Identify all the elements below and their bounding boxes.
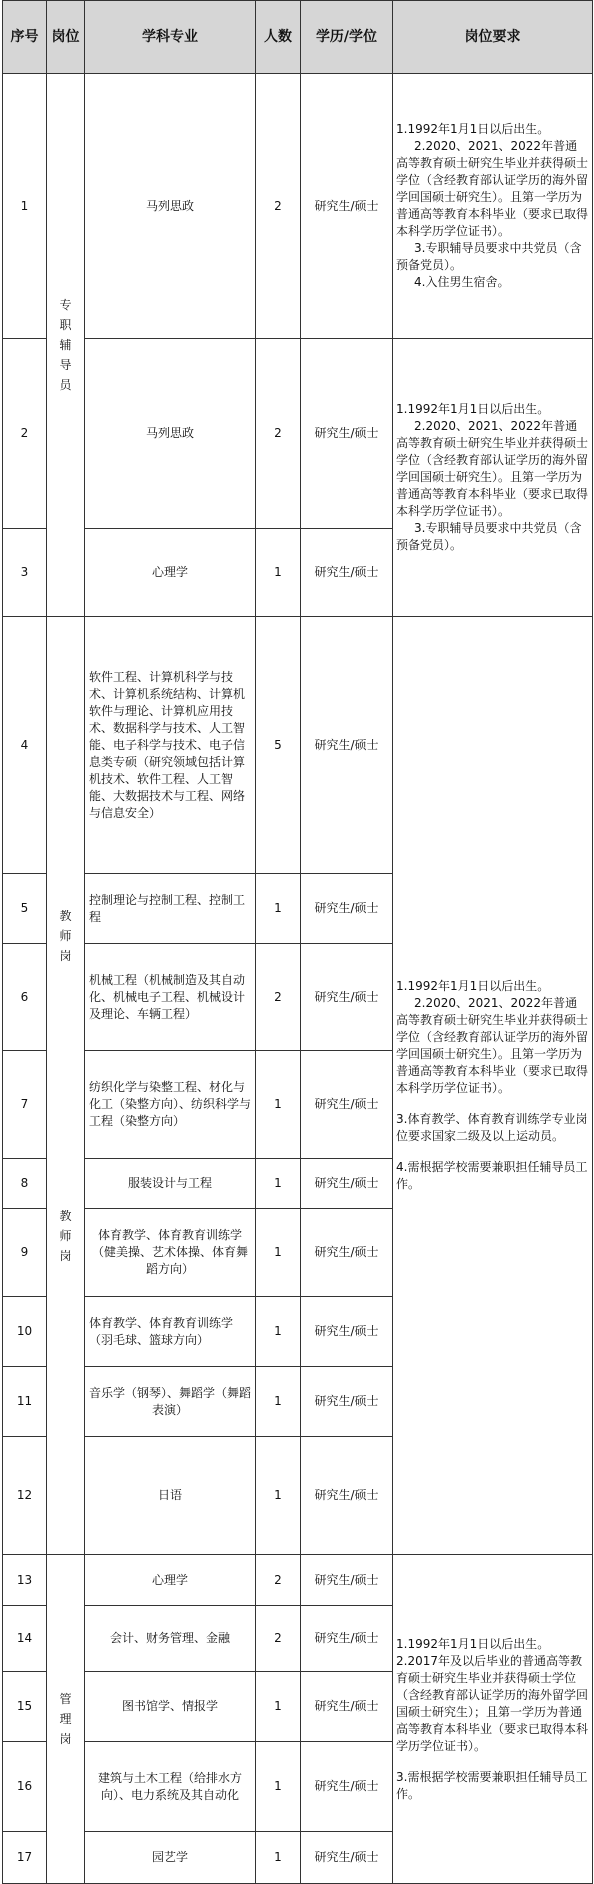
row-subject: 机械工程（机械制造及其自动化、机械电子工程、机械设计及理论、车辆工程） — [85, 944, 256, 1051]
row-count: 2 — [256, 74, 301, 339]
header-post: 岗位 — [47, 1, 85, 74]
requirement-line: 2.2020、2021、2022年普通高等教育硕士研究生毕业并获得硕士学位（含经教育部认证学历的海外留学回国硕士研究生）。且第一学历为普通高等教育本科毕业（要求已取得本科学历学位证书）。 — [396, 139, 589, 238]
header-subject: 学科专业 — [85, 1, 256, 74]
post-management: 管理岗 — [47, 1555, 85, 1884]
requirement-line: 3.专职辅导员要求中共党员（含预备党员）。 — [396, 241, 582, 272]
row-subject: 纺织化学与染整工程、材化与化工（染整方向）、纺织科学与工程（染整方向） — [85, 1051, 256, 1159]
row-count: 1 — [256, 1437, 301, 1555]
row-no: 5 — [3, 874, 47, 944]
row-degree: 研究生/硕士 — [301, 874, 393, 944]
requirements-cell — [393, 617, 593, 1555]
row-subject: 服装设计与工程 — [85, 1159, 256, 1209]
row-no: 17 — [3, 1832, 47, 1884]
row-degree: 研究生/硕士 — [301, 74, 393, 339]
row-no: 14 — [3, 1606, 47, 1672]
row-degree: 研究生/硕士 — [301, 1742, 393, 1832]
row-no: 11 — [3, 1367, 47, 1437]
row-no: 9 — [3, 1209, 47, 1297]
row-no: 16 — [3, 1742, 47, 1832]
row-no: 3 — [3, 529, 47, 617]
row-degree: 研究生/硕士 — [301, 1832, 393, 1884]
requirement-line: 2.2020、2021、2022年普通高等教育硕士研究生毕业并获得硕士学位（含经教育部认证学历的海外留学回国硕士研究生）。且第一学历为普通高等教育本科毕业（要求已取得本科学历学位证书）。 — [396, 996, 589, 1095]
header-degree: 学历/学位 — [301, 1, 393, 74]
row-count: 2 — [256, 944, 301, 1051]
row-no: 6 — [3, 944, 47, 1051]
requirement-line: 1.1992年1月1日以后出生。 — [396, 122, 550, 136]
recruitment-table — [2, 0, 593, 1884]
row-no: 7 — [3, 1051, 47, 1159]
row-subject: 体育教学、体育教育训练学（健美操、艺术体操、体育舞蹈方向） — [85, 1209, 256, 1297]
table-row — [3, 617, 593, 874]
row-count: 1 — [256, 1367, 301, 1437]
row-degree: 研究生/硕士 — [301, 1437, 393, 1555]
row-count: 5 — [256, 617, 301, 874]
row-degree: 研究生/硕士 — [301, 1159, 393, 1209]
row-count: 1 — [256, 1672, 301, 1742]
row-subject: 园艺学 — [85, 1832, 256, 1884]
requirements-cell — [393, 339, 593, 617]
table-row — [3, 1555, 593, 1606]
row-degree: 研究生/硕士 — [301, 1051, 393, 1159]
row-no: 15 — [3, 1672, 47, 1742]
requirement-line: 4.需根据学校需要兼职担任辅导员工作。 — [396, 1160, 588, 1191]
post-counselor: 专职辅导员 — [47, 74, 85, 617]
row-subject: 马列思政 — [85, 339, 256, 529]
header-count: 人数 — [256, 1, 301, 74]
requirement-line: 4.入住男生宿舍。 — [414, 275, 510, 289]
row-subject: 心理学 — [85, 1555, 256, 1606]
requirement-line: 2.2020、2021、2022年普通高等教育硕士研究生毕业并获得硕士学位（含经教育部认证学历的海外留学回国硕士研究生）。且第一学历为普通高等教育本科毕业（要求已取得本科学历学位证书）。 — [396, 419, 589, 518]
row-count: 1 — [256, 1051, 301, 1159]
table-row — [3, 74, 593, 339]
row-count: 2 — [256, 1555, 301, 1606]
row-subject: 心理学 — [85, 529, 256, 617]
row-no: 13 — [3, 1555, 47, 1606]
row-degree: 研究生/硕士 — [301, 1209, 393, 1297]
row-degree: 研究生/硕士 — [301, 1606, 393, 1672]
row-subject: 音乐学（钢琴）、舞蹈学（舞蹈表演） — [85, 1367, 256, 1437]
header-row — [3, 1, 593, 74]
requirement-line: 1.1992年1月1日以后出生。 — [396, 979, 550, 993]
row-subject: 软件工程、计算机科学与技术、计算机系统结构、计算机软件与理论、计算机应用技术、数据科学与技术、人工智能、电子科学与技术、电子信息类专硕（研究领域包括计算机技术、软件工程、人工智能、大数据技术与工程、网络与信息安全） — [85, 617, 256, 874]
requirement-line: 3.专职辅导员要求中共党员（含预备党员）。 — [396, 521, 582, 552]
row-count: 1 — [256, 1159, 301, 1209]
row-no: 2 — [3, 339, 47, 529]
row-subject: 图书馆学、情报学 — [85, 1672, 256, 1742]
row-degree: 研究生/硕士 — [301, 617, 393, 874]
row-no: 4 — [3, 617, 47, 874]
row-degree: 研究生/硕士 — [301, 1555, 393, 1606]
requirement-line: 1.1992年1月1日以后出生。 — [396, 402, 550, 416]
row-subject: 控制理论与控制工程、控制工程 — [85, 874, 256, 944]
requirement-line: 3.需根据学校需要兼职担任辅导员工作。 — [396, 1769, 588, 1801]
row-count: 2 — [256, 339, 301, 529]
row-degree: 研究生/硕士 — [301, 944, 393, 1051]
row-subject: 会计、财务管理、金融 — [85, 1606, 256, 1672]
row-degree: 研究生/硕士 — [301, 529, 393, 617]
requirements-cell — [393, 74, 593, 339]
row-degree: 研究生/硕士 — [301, 339, 393, 529]
row-no: 10 — [3, 1297, 47, 1367]
row-no: 8 — [3, 1159, 47, 1209]
post-teacher: 教师岗 教师岗 — [47, 617, 85, 1555]
header-no: 序号 — [3, 1, 47, 74]
row-degree: 研究生/硕士 — [301, 1672, 393, 1742]
row-subject: 建筑与土木工程（给排水方向）、电力系统及其自动化 — [85, 1742, 256, 1832]
row-count: 1 — [256, 874, 301, 944]
row-count: 1 — [256, 1832, 301, 1884]
row-subject: 马列思政 — [85, 74, 256, 339]
row-subject: 体育教学、体育教育训练学（羽毛球、篮球方向） — [85, 1297, 256, 1367]
requirements-cell — [393, 1555, 593, 1884]
row-subject: 日语 — [85, 1437, 256, 1555]
row-count: 1 — [256, 1742, 301, 1832]
header-requirements: 岗位要求 — [393, 1, 593, 74]
row-no: 12 — [3, 1437, 47, 1555]
row-count: 1 — [256, 1209, 301, 1297]
row-no: 1 — [3, 74, 47, 339]
row-count: 1 — [256, 1297, 301, 1367]
requirement-line: 2.2017年及以后毕业的普通高等教育硕士研究生毕业并获得硕士学位（含经教育部认证学历的海外留学回国硕士研究生）；且第一学历为普通高等教育本科毕业（要求已取得本科学历学位证书）。 — [396, 1653, 589, 1753]
row-degree: 研究生/硕士 — [301, 1367, 393, 1437]
table-row — [3, 339, 593, 529]
row-degree: 研究生/硕士 — [301, 1297, 393, 1367]
requirement-line: 3.体育教学、体育教育训练学专业岗位要求国家二级及以上运动员。 — [396, 1112, 588, 1143]
requirement-line: 1.1992年1月1日以后出生。 — [396, 1636, 550, 1651]
row-count: 2 — [256, 1606, 301, 1672]
row-count: 1 — [256, 529, 301, 617]
